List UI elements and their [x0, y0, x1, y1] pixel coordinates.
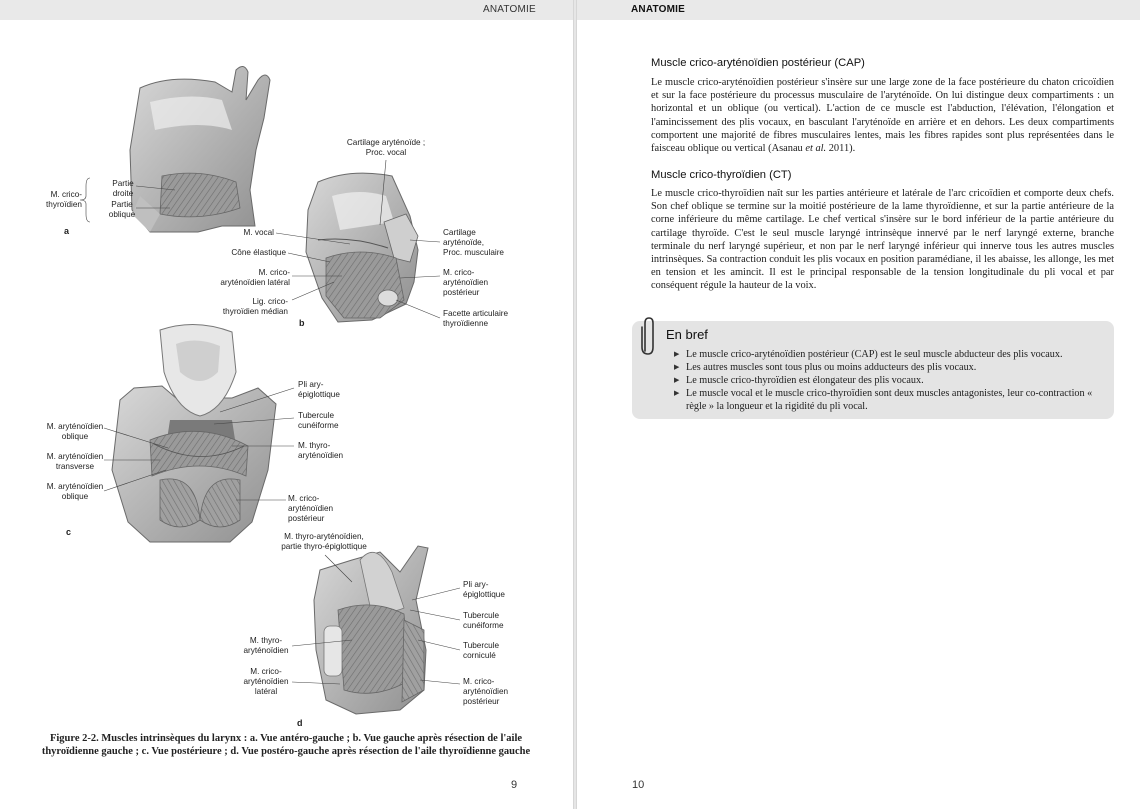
label-part-right: Partie droite — [112, 179, 134, 198]
left-header-title: ANATOMIE — [483, 4, 536, 15]
summary-item: ▶ Le muscle vocal et le muscle crico-thyroïdien sont deux muscles antagonistes, leur co-contraction « règle » la longueur et la rigidité du pli vocal. — [674, 387, 1110, 413]
label-crico-thyroid-group: M. crico- thyroïdien — [46, 190, 82, 209]
label-posterior-cricoarytenoid-d: M. crico- aryténoïdien postérieur — [463, 677, 509, 706]
summary-list — [674, 348, 1110, 413]
caption-line-2: thyroïdienne gauche ; c. Vue postérieure ; d. Vue postéro-gauche après résection de l'aile thyroïdienne gauche — [41, 746, 531, 757]
right-page-header — [577, 0, 1140, 20]
label-cricothyroid-ligament: Lig. crico- thyroïdien médian — [222, 297, 288, 316]
label-conus-elasticus: Cône élastique — [231, 248, 286, 257]
label-thyroarytenoid-c: M. thyro- aryténoïdien — [298, 441, 344, 460]
label-aryepiglottic-fold-d: Pli ary- épiglottique — [463, 580, 505, 599]
figure-caption — [30, 732, 542, 758]
caption-line-1: Figure 2-2. Muscles intrinsèques du larynx : a. Vue antéro-gauche ; b. Vue gauche après résection de l'aile — [49, 733, 523, 744]
summary-item: ▶ Les autres muscles sont tous plus ou moins adducteurs des plis vocaux. — [674, 361, 1110, 374]
label-lateral-cricoarytenoid-d: M. crico- aryténoïdien latéral — [243, 667, 289, 696]
panel-a-illustration — [130, 66, 270, 232]
right-page-number: 10 — [632, 779, 645, 791]
label-thyroarytenoid-d: M. thyro- aryténoïdien — [243, 636, 289, 655]
summary-box — [632, 321, 1114, 419]
section-title-cap: Muscle crico-aryténoïdien postérieur (CAP) — [651, 57, 865, 69]
label-thyroid-articular-facet: Facette articulaire thyroïdienne — [443, 309, 509, 328]
section-text-cap: Le muscle crico-aryténoïdien postérieur s'insère sur une large zone de la face postérieure du chaton cricoïdien et sur la face postérieure du processus musculaire de l'aryténoïde. On lui distingue deux compartiments : un horizontal et un oblique (ou vertical). L'action de ce muscle est l'abduction, l'élévation, l'élongation et l'amincissement des plis vocaux, en basculant l'aryténoïde en arrière et en dehors. Les deux compartiments comportent une majorité de fibres musculaires lentes, mais les fibres rapides sont plus représentées dans le faisceau oblique ou vertical (Asanau et al. 2011). — [651, 77, 1114, 155]
right-header-title: ANATOMIE — [631, 4, 686, 15]
label-oblique-arytenoid-2: M. aryténoïdien oblique — [46, 482, 104, 501]
label-posterior-cricoarytenoid-c: M. crico- aryténoïdien postérieur — [288, 494, 334, 523]
panel-c-illustration — [112, 324, 276, 542]
book-spine — [573, 0, 577, 809]
label-oblique-arytenoid-1: M. aryténoïdien oblique — [46, 422, 104, 441]
label-aryepiglottic-fold-c: Pli ary- épiglottique — [298, 380, 340, 399]
summary-item: ▶ Le muscle crico-thyroïdien est élongateur des plis vocaux. — [674, 374, 1110, 387]
left-page-number: 9 — [511, 779, 518, 791]
summary-item: ▶ Le muscle crico-aryténoïdien postérieur (CAP) est le seul muscle abducteur des plis vocaux. — [674, 348, 1110, 361]
label-cuneiform-tubercle-c: Tubercule cunéiforme — [298, 411, 339, 430]
panel-letter-d: d — [297, 718, 303, 728]
label-vocal-muscle: M. vocal — [243, 228, 274, 237]
section-text-ct: Le muscle crico-thyroïdien naît sur les parties antérieure et latérale de l'arc cricoïdien et comporte deux chefs. Son chef oblique se termine sur la moitié postérieure de la lame thyroïdienne, et sur la partie antérieure de la corne inférieure du même cartilage. Le chef vertical s'insère sur le bord inférieur de la partie antérieure du cartilage thyroïde. C'est le seul muscle laryngé intrinsèque innervé par le nerf laryngé externe, branche terminale du nerf laryngé supérieur, et non par le nerf laryngé inférieur qui innerve tous les autres muscles intrinsèques. Sa contraction conduit les plis vocaux en position paramédiane, il les abaisse, les allonge, les met en tension et les amincit. Il est le principal responsable de la tension longitudinale du pli vocal et par conséquent régule la hauteur de la voix. — [651, 188, 1114, 292]
panel-b-illustration — [306, 173, 418, 322]
label-thyroepiglottic-part: M. thyro-aryténoïdien, partie thyro-épiglottique — [281, 532, 367, 551]
panel-d-illustration — [314, 546, 428, 714]
panel-letter-c: c — [66, 527, 72, 537]
panel-letter-a: a — [64, 226, 70, 236]
label-arytenoid-vocal-process: Cartilage aryténoïde ; Proc. vocal — [346, 138, 426, 157]
panel-letter-b: b — [299, 318, 305, 328]
label-transverse-arytenoid: M. aryténoïdien transverse — [46, 452, 104, 471]
paperclip-icon — [638, 315, 660, 359]
label-lateral-cricoarytenoid: M. crico- aryténoïdien latéral — [220, 268, 290, 287]
summary-title: En bref — [666, 327, 708, 342]
label-posterior-cricoarytenoid-b: M. crico- aryténoïdien postérieur — [443, 268, 489, 297]
section-title-ct: Muscle crico-thyroïdien (CT) — [651, 169, 792, 181]
label-arytenoid-muscular-process: Cartilage aryténoïde, Proc. musculaire — [443, 228, 504, 257]
label-part-oblique: Partie oblique — [108, 200, 136, 219]
label-cuneiform-tubercle-d: Tubercule cunéiforme — [463, 611, 504, 630]
label-corniculate-tubercle: Tubercule corniculé — [463, 641, 500, 660]
